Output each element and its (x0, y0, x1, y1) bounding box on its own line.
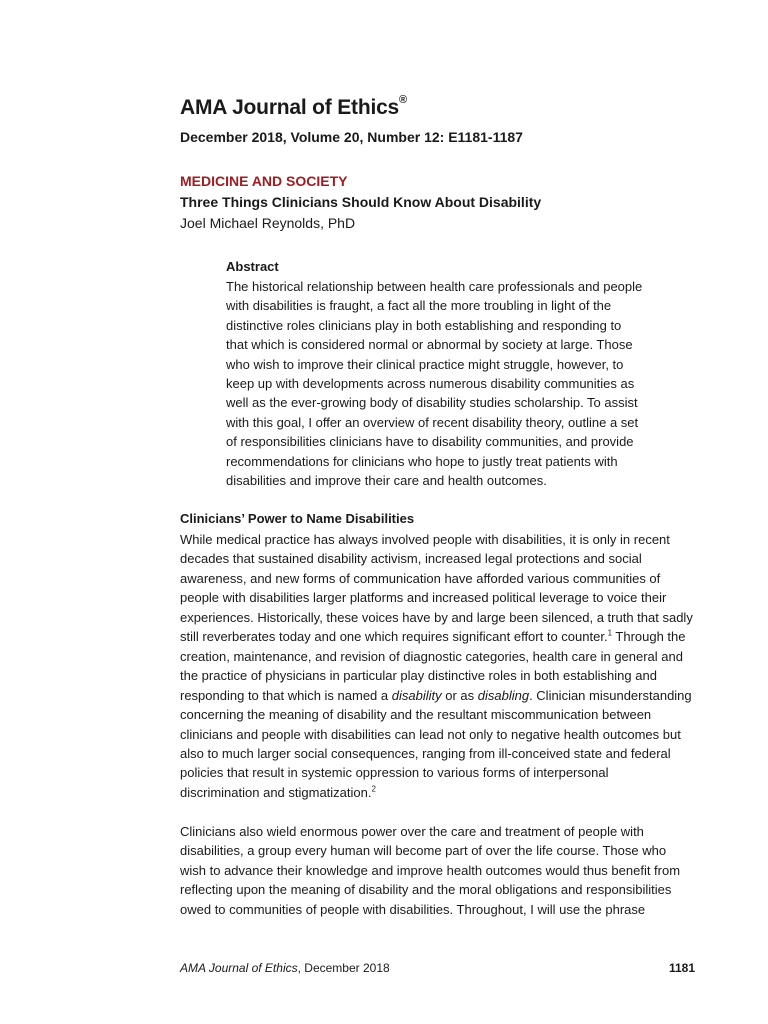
body-paragraph-1 (180, 530, 700, 802)
body-line: reflecting upon the meaning of disability and the moral obligations and responsibilities (180, 882, 672, 898)
abstract-line: that which is considered normal or abnormal by society at large. Those (226, 337, 633, 353)
abstract-line: with this goal, I offer an overview of recent disability theory, outline a set (226, 414, 639, 430)
body-line (180, 627, 700, 646)
body-paragraph-2 (180, 822, 700, 919)
body-line: wish to advance their knowledge and improve health outcomes would thus benefit from (180, 862, 681, 878)
body-line: owed to communities of people with disabilities. Throughout, I will use the phrase (180, 901, 646, 917)
abstract-line: well as the ever-growing body of disability studies scholarship. To assist (226, 395, 638, 411)
abstract-line: with disabilities is fraught, a fact all the more troubling in light of the (226, 298, 612, 314)
abstract-line: The historical relationship between health care professionals and people (226, 279, 643, 294)
abstract-line: of responsibilities clinicians have to disability communities, and provide (226, 434, 634, 450)
journal-title (180, 96, 407, 120)
registered-mark: ® (399, 94, 407, 106)
footer-journal-name: AMA Journal of Ethics (180, 961, 298, 975)
abstract (226, 258, 666, 490)
body-line (180, 686, 700, 705)
abstract-line: keep up with developments across numerous disability communities as (226, 376, 635, 392)
page-number: 1181 (668, 961, 695, 975)
section-heading: Clinicians’ Power to Name Disabilities (180, 511, 415, 526)
abstract-line: distinctive roles clinicians play in both establishing and responding to (226, 317, 622, 333)
footer-citation (180, 961, 390, 975)
abstract-line: who wish to improve their clinical practice might struggle, however, to (226, 356, 624, 372)
body-text: still reverberates today and one which requires significant effort to counter. (180, 629, 608, 645)
italic-term: disability (391, 687, 442, 703)
body-line: the practice of physicians in particular play distinctive roles in both establishing and (180, 668, 657, 684)
body-text: or as (441, 687, 478, 703)
body-line: Clinicians also wield enormous power over the care and treatment of people with (180, 824, 644, 839)
author-name: Joel Michael Reynolds, PhD (180, 215, 356, 231)
body-line: also to much larger social consequences, ranging from ill-conceived state and federal (180, 745, 671, 761)
body-text: . Clinician misunderstanding (529, 687, 692, 703)
body-text: discrimination and stigmatization. (180, 784, 372, 800)
body-line: awareness, and new forms of communication have afforded various communities of (180, 570, 661, 586)
body-line: While medical practice has always involved people with disabilities, it is only in recent (180, 532, 670, 547)
body-line: creation, maintenance, and revision of diagnostic categories, health care in general and (180, 648, 683, 664)
footnote-ref-1: 1 (607, 628, 613, 638)
section-label: MEDICINE AND SOCIETY (180, 173, 348, 189)
issue-line: December 2018, Volume 20, Number 12: E1181-1187 (180, 129, 523, 145)
body-line: clinicians and people with disabilities can lead not only to negative health outcomes but (180, 726, 681, 742)
body-text: responding to that which is named a (180, 687, 392, 703)
body-text: Through the (612, 629, 686, 645)
abstract-line: disabilities and improve their care and health outcomes. (226, 473, 547, 489)
footer-date: , December 2018 (297, 961, 390, 975)
body-line: people with disabilities larger platforms and increased political leverage to voice their (180, 590, 667, 606)
abstract-heading: Abstract (226, 259, 279, 274)
abstract-body (226, 277, 666, 490)
body-line: experiences. Historically, these voices have by and large been silenced, a truth that sadly (180, 609, 693, 625)
article-title: Three Things Clinicians Should Know About Disability (180, 194, 542, 210)
body-line: concerning the meaning of disability and the resultant miscommunication between (180, 707, 652, 723)
body-line: policies that result in systemic oppression to various forms of interpersonal (180, 765, 609, 781)
italic-term: disabling (477, 687, 530, 703)
abstract-line: recommendations for clinicians who hope to justly treat patients with (226, 453, 618, 469)
body-line (180, 783, 700, 802)
body-line: disabilities, a group every human will become part of over the life course. Those who (180, 843, 667, 859)
body-line: decades that sustained disability activism, increased legal protections and social (180, 551, 642, 567)
footnote-ref-2: 2 (371, 784, 376, 794)
journal-title-text: AMA Journal of Ethics (180, 96, 400, 119)
